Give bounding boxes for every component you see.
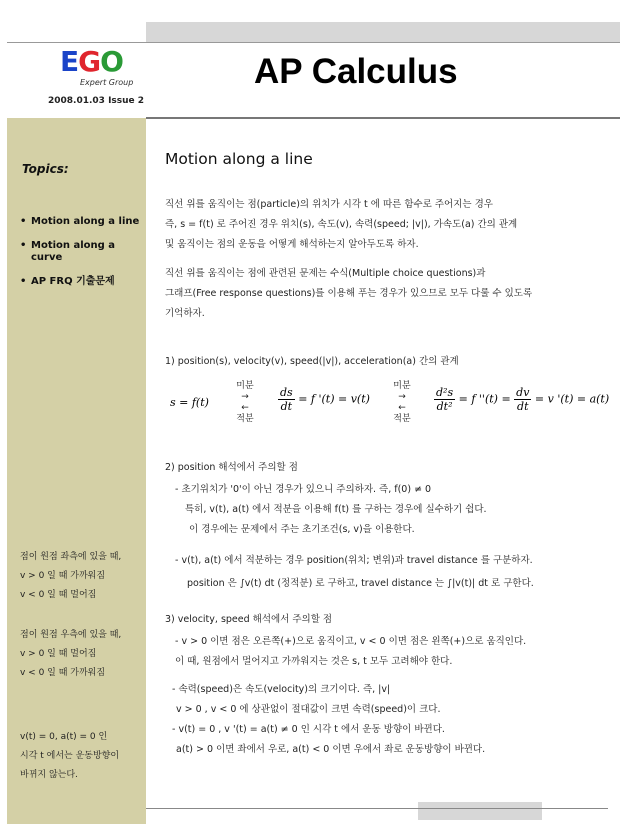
section-3-speed: [172, 680, 605, 760]
note-title: 점이 원점 우측에 있을 때,: [20, 630, 122, 640]
side-note-direction: [20, 728, 144, 785]
note-title: 점이 원점 좌측에 있을 때,: [20, 552, 122, 562]
text-line: 특히, v(t), a(t) 에서 적분을 이용해 f(t) 를 구하는 경우에 실수하기 쉽다.: [185, 504, 487, 515]
equation-velocity: $\frac{ds}{dt}$ = f '(t) = v(t): [280, 386, 370, 413]
note-line: v < 0 일 때 멀어짐: [20, 590, 97, 600]
text-line: - v(t), a(t) 에서 적분하는 경우 position(위치; 변위)과 travel distance 를 구분하자.: [175, 555, 533, 566]
header-divider-bottom: [146, 117, 620, 119]
intro-paragraph-2: [165, 264, 605, 324]
section-3-heading: 3) velocity, speed 해석에서 주의할 점: [165, 614, 333, 625]
text-line: 직선 위를 움직이는 점(particle)의 위치가 시각 t 에 따른 함수로 주어지는 경우: [165, 199, 493, 210]
note-line: 시각 t 에서는 운동방향이: [20, 751, 120, 761]
text-line: 이 때, 원점에서 멀어지고 가까워지는 것은 s, t 모두 고려해야 한다.: [175, 656, 453, 667]
equation-position: s = f(t): [170, 396, 209, 409]
equation-acceleration: $\frac{\text{d²s}}{\text{dt²}}$ = f ''(t) = $\frac{dv}{dt}$ = v '(t) = a(t): [436, 386, 610, 413]
section-2-body: [175, 480, 605, 540]
text-line: 이 경우에는 문제에서 주는 초기조건(s, v)을 이용한다.: [189, 524, 415, 535]
text-line: - v(t) = 0 , v '(t) = a(t) ≠ 0 인 시각 t 에서 운동 방향이 바뀐다.: [172, 724, 445, 735]
text-line: - v > 0 이면 점은 오른쪽(+)으로 움직이고, v < 0 이면 점은 왼쪽(+)으로 움직인다.: [175, 636, 527, 647]
text-line: 즉, s = f(t) 로 주어진 경우 위치(s), 속도(v), 속력(speed; |v|), 가속도(a) 간의 관계: [165, 219, 518, 230]
header-bar: [146, 22, 620, 42]
note-line: 바뀌지 않는다.: [20, 770, 78, 780]
topic-item[interactable]: • Motion along a curve: [20, 240, 120, 264]
topic-item[interactable]: • AP FRQ 기출문제: [20, 276, 140, 288]
note-line: v > 0 일 때 가까워짐: [20, 571, 106, 581]
logo-subtitle: Expert Group: [80, 78, 134, 87]
text-line: - 속력(speed)은 속도(velocity)의 크기이다. 즉, |v|: [172, 684, 391, 695]
side-note-right: [20, 626, 144, 683]
note-line: v < 0 일 때 가까워짐: [20, 668, 106, 678]
side-note-left: [20, 548, 144, 605]
derivative-arrow-2: 미분 → ← 적분: [393, 381, 411, 424]
section-2-integrals: [175, 549, 605, 595]
footer-divider: [146, 808, 608, 809]
section-3-body: [175, 632, 605, 672]
topics-list: [20, 216, 140, 300]
sidebar-panel: [7, 0, 146, 824]
text-line: 그래프(Free response questions)를 이용해 푸는 경우가 있으므로 모두 다룰 수 있도록: [165, 288, 533, 299]
footer-block: [418, 802, 542, 820]
ego-logo: EGO: [60, 45, 123, 78]
text-line: a(t) > 0 이면 좌에서 우로, a(t) < 0 이면 우에서 좌로 운동방향이 바뀐다.: [176, 744, 486, 755]
topics-label: Topics:: [22, 162, 69, 176]
header-divider: [7, 42, 620, 43]
page-title: AP Calculus: [254, 52, 458, 91]
text-line: v > 0 , v < 0 에 상관없이 절대값이 크면 속력(speed)이 크다.: [176, 704, 441, 715]
derivative-arrow: 미분 → ← 적분: [236, 381, 254, 424]
text-line: 직선 위를 움직이는 점에 관련된 문제는 수식(Multiple choice questions)과: [165, 268, 486, 279]
text-line: - 초기위치가 '0'이 아닌 경우가 있으니 주의하자. 즉, f(0) ≠ 0: [175, 484, 432, 495]
intro-paragraph: [165, 195, 605, 255]
note-line: v(t) = 0, a(t) = 0 인: [20, 732, 108, 742]
issue-date: 2008.01.03 Issue 2: [48, 96, 145, 106]
topic-item[interactable]: • Motion along a line: [20, 216, 140, 228]
text-line: 및 움직이는 점의 운동을 어떻게 해석하는지 알아두도록 하자.: [165, 239, 419, 250]
section-2-heading: 2) position 해석에서 주의할 점: [165, 462, 298, 473]
section-title: Motion along a line: [165, 150, 313, 168]
text-line: position 은 ∫v(t) dt (정적분) 로 구하고, travel distance 는 ∫|v(t)| dt 로 구한다.: [187, 578, 534, 589]
section-1-heading: 1) position(s), velocity(v), speed(|v|), acceleration(a) 간의 관계: [165, 356, 459, 367]
text-line: 기억하자.: [165, 308, 205, 319]
note-line: v > 0 일 때 멀어짐: [20, 649, 97, 659]
